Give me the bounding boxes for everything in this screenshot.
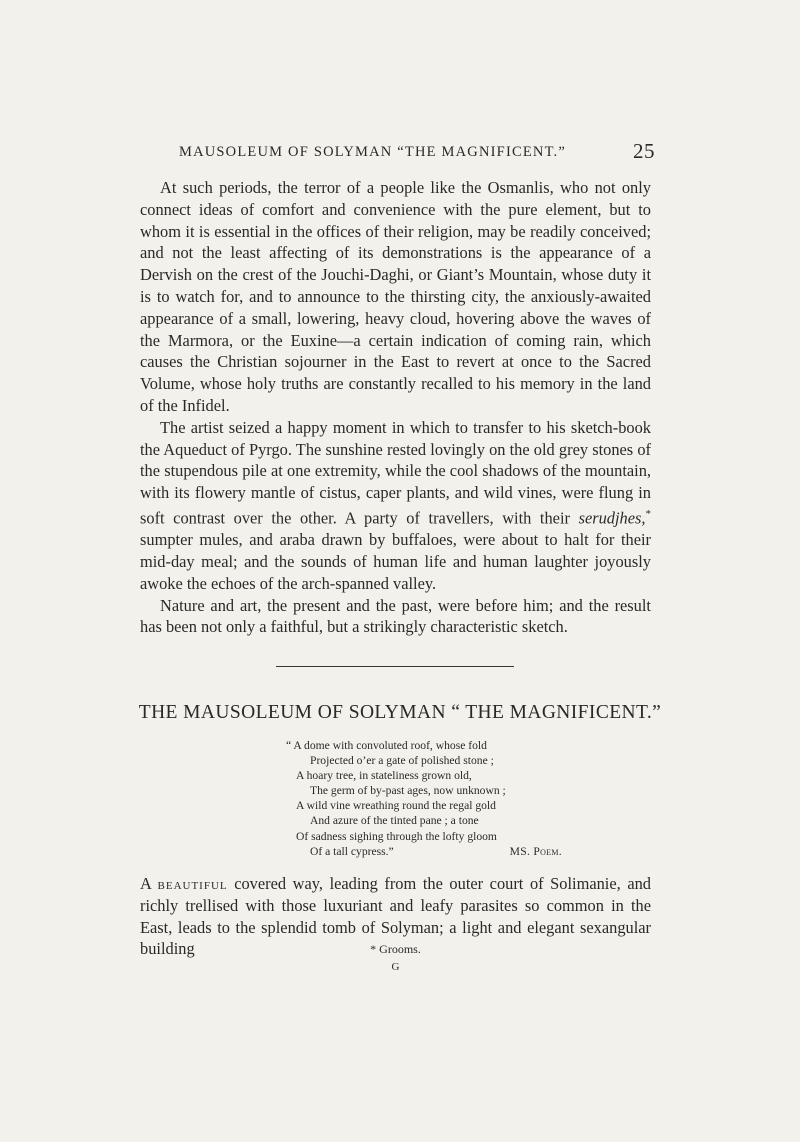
- epigraph-attribution: MS. Poem.: [509, 844, 562, 858]
- body-text: [140, 177, 651, 638]
- footnote: * Grooms.: [370, 942, 421, 956]
- paragraph-dervish: At such periods, the terror of a people like the Osmanlis, who not only connect ideas of comfort and convenience with the pure element, but to whom it is essential in the offices of their religion, may be readily conceived; and not the least affecting of its demonstrations is the appearance of a Dervish on the crest of the Jouchi-Daghi, or Giant’s Mountain, whose duty it is to watch for, and to announce to the thirsting city, the anxiously-awaited appearance of a small, lowering, heavy cloud, hovering above the waves of the Marmora, or the Euxine—a certain indication of coming rain, which causes the Christian sojourner in the East to revert at once to the Sacred Volume, whose holy truths are constantly recalled to his memory in the land of the Infidel.: [140, 178, 651, 415]
- epigraph-line: A hoary tree, in stateliness grown old,: [296, 769, 472, 783]
- epigraph-line: “ A dome with convoluted roof, whose fold: [286, 739, 487, 752]
- epigraph-line: The germ of by-past ages, now unknown ;: [310, 784, 506, 798]
- epigraph: [286, 738, 656, 859]
- epigraph-line: Projected o’er a gate of polished stone ;: [310, 754, 494, 768]
- footnote-marker: *: [645, 507, 651, 520]
- running-head: MAUSOLEUM OF SOLYMAN “THE MAGNIFICENT.”: [178, 144, 567, 160]
- section-divider: [276, 666, 514, 667]
- epigraph-last-row: [296, 844, 656, 859]
- signature-mark: G: [391, 961, 400, 973]
- paragraph-nature-and-art: Nature and art, the present and the past, were before him; and the result has been not only a faithful, but a strikingly characteristic sketch.: [140, 595, 651, 637]
- epigraph-line: Of sadness sighing through the lofty gloom: [296, 829, 497, 843]
- epigraph-line: And azure of the tinted pane ; a tone: [310, 814, 479, 828]
- lead-word: beautiful: [157, 874, 228, 893]
- epigraph-line: A wild vine wreathing round the regal gold: [296, 799, 496, 813]
- drop-letter: A: [140, 874, 151, 893]
- epigraph-line: Of a tall cypress.”: [310, 844, 394, 858]
- section-title: THE MAUSOLEUM OF SOLYMAN “ THE MAGNIFICENT.”: [138, 702, 662, 723]
- paragraph-covered-way-text: covered way, leading from the outer court of Solimanie, and richly trellised with those luxuriant and leafy parasites so common in the East, leads to the splendid tomb of Solyman; a light and elegant sexangular building: [140, 874, 651, 959]
- page-number: 25: [633, 139, 655, 163]
- paragraph-aqueduct: [140, 417, 651, 595]
- paragraph-aqueduct-part2: sumpter mules, and araba drawn by buffaloes, were about to halt for their mid-day meal; and the sounds of human life and human laughter joyously awoke the echoes of the arch-spanned valley.: [140, 530, 651, 593]
- term-serudjhes: serudjhes,: [578, 508, 646, 528]
- paragraph-aqueduct-part1: The artist seized a happy moment in which to transfer to his sketch-book the Aqueduct of Pyrgo. The sunshine rested lovingly on the old grey stones of the stupendous pile at one extremity, while the cool shadows of the mountain, with its flowery mantle of cistus, caper plants, and wild vines, were flung in soft contrast over the other. A party of travellers, with their: [140, 417, 651, 528]
